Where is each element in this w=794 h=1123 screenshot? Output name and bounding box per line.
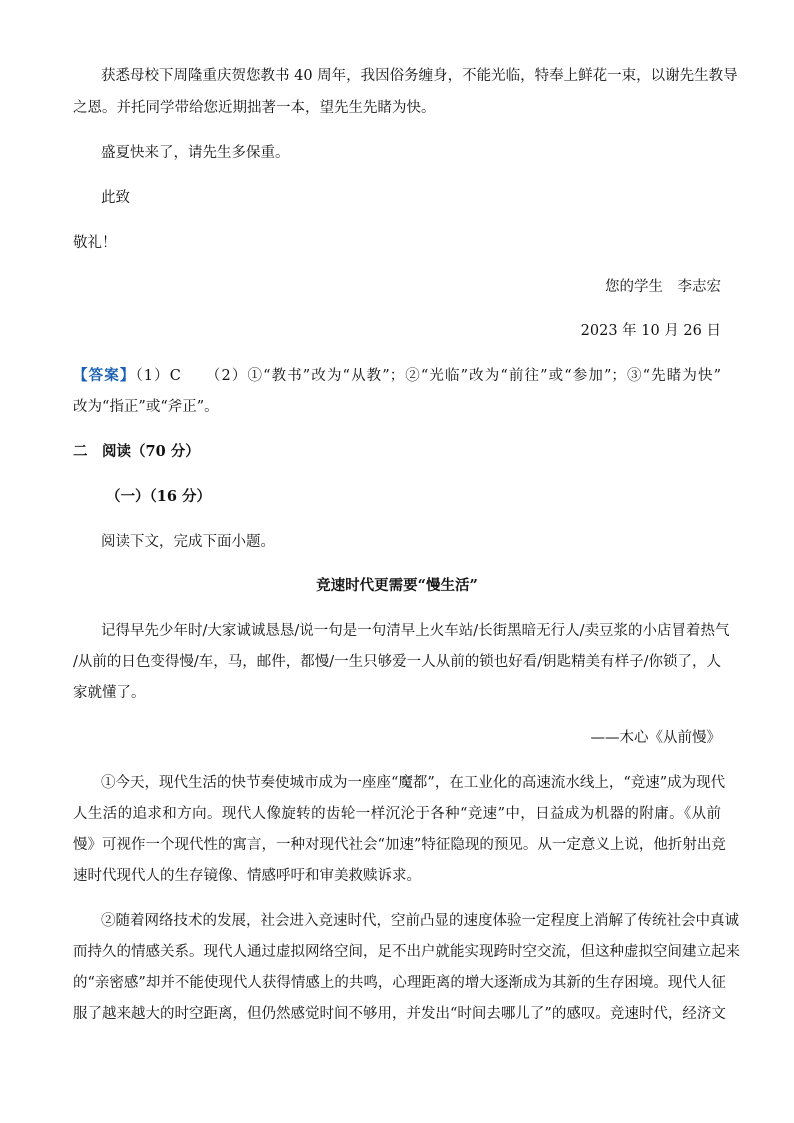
letter-paragraph-1-line-2: 之恩。并托同学带给您近期拙著一本，望先生先睹为快。 bbox=[73, 100, 436, 116]
letter-paragraph-2: 盛夏快来了，请先生多保重。 bbox=[101, 145, 290, 161]
article-paragraph-2-line-1: ②随着网络技术的发展，社会进入竞速时代，空前凸显的速度体验一定程度上消解了传统社会中真诚 bbox=[101, 913, 739, 929]
article-paragraph-2-line-3: 的“亲密感”却并不能使现代人获得情感上的共鸣，心理距离的增大逐渐成为其新的生存困境。现代人征 bbox=[73, 975, 726, 991]
article-paragraph-2-line-2: 而持久的情感关系。现代人通过虚拟网络空间，足不出户就能实现跨时空交流，但这种虚拟空间建立起来 bbox=[73, 944, 740, 960]
article-paragraph-1-line-4: 速时代现代人的生存镜像、情感呼吁和审美救赎诉求。 bbox=[73, 868, 421, 884]
article-paragraph-1-line-1: ①今天，现代生活的快节奏使城市成为一座座“魔都”，在工业化的高速流水线上，“竞速”成为现代 bbox=[101, 775, 726, 791]
article-title: 竞速时代更需要“慢生活” bbox=[316, 577, 478, 594]
answer-line-1-text: （1）C （2）①“教书”改为“从教”；②“光临”改为“前往”或“参加”；③“先睹为快” bbox=[135, 368, 721, 384]
answer-line-1 bbox=[73, 366, 721, 386]
article-paragraph-1-line-2: 人生活的追求和方向。现代人像旋转的齿轮一样沉沦于各种“竞速”中，日益成为机器的附庸。《从前 bbox=[73, 806, 721, 822]
reading-instruction: 阅读下文，完成下面小题。 bbox=[101, 534, 275, 550]
letter-closing-salutation: 此致 bbox=[101, 190, 130, 206]
article-paragraph-2-line-4: 服了越来越大的时空距离，但仍然感觉时间不够用，并发出“时间去哪儿了”的感叹。竞速时代，经济文 bbox=[73, 1006, 726, 1022]
letter-paragraph-1-line-1: 获悉母校下周隆重庆贺您教书 40 周年，我因俗务缠身，不能光临，特奉上鲜花一束，以谢先生教导 bbox=[101, 68, 738, 84]
poem-line-1: 记得早先少年时/大家诚诚恳恳/说一句是一句清早上火车站/长街黑暗无行人/卖豆浆的小店冒着热气 bbox=[101, 623, 730, 639]
sub-section-heading: （一）（16 分） bbox=[106, 488, 211, 505]
section-heading: 二 阅读（70 分） bbox=[73, 443, 200, 460]
letter-signature: 您的学生 李志宏 bbox=[605, 279, 721, 295]
article-paragraph-1-line-3: 慢》可视作一个现代性的寓言，一种对现代社会“加速”特征隐现的预见。从一定意义上说，他折射出竞 bbox=[73, 837, 726, 853]
poem-attribution: ——木心《从前慢》 bbox=[590, 730, 721, 746]
poem-line-3: 家就懂了。 bbox=[73, 685, 146, 701]
letter-closing-respect: 敬礼！ bbox=[73, 235, 117, 251]
poem-line-2: /从前的日色变得慢/车，马，邮件，都慢/一生只够爱一人从前的锁也好看/钥匙精美有样子/你锁了，人 bbox=[73, 654, 721, 670]
answer-tag: 【答案】 bbox=[73, 367, 136, 384]
letter-date: 2023 年 10 月 26 日 bbox=[580, 323, 721, 339]
answer-line-2: 改为“指正”或“斧正”。 bbox=[73, 399, 219, 415]
